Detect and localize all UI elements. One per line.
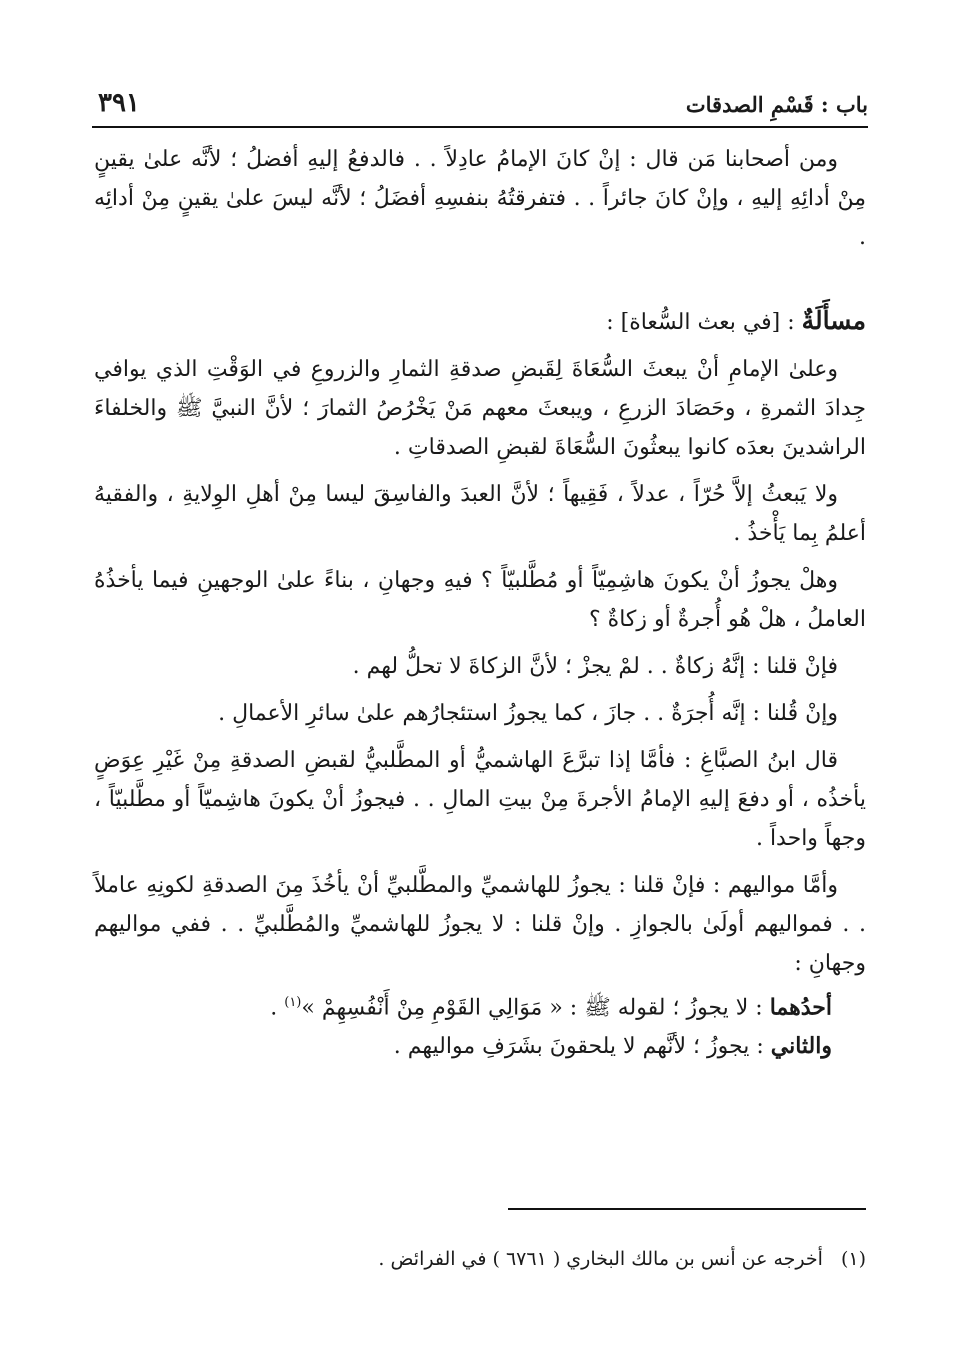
paragraph: ولا يَبعثُ إلاَّ حُرّاً ، عدلاً ، فَقِيهاً ؛ لأنَّ العبدَ والفاسِقَ ليسا مِنْ أهلِ الوِلايةِ ، والفقيهُ أعلمُ بِما يَأْخذُ .: [94, 482, 866, 546]
paragraph: ومن أصحابنا مَن قال : إنْ كانَ الإمامُ عادِلاً . . فالدفعُ إليهِ أفضلُ ؛ لأنَّه علىٰ يقينٍ مِنْ أدائِهِ إليهِ ، وإنْ كانَ جائراً . . فتفرقتُهُ بنفسِهِ أفضَلُ ؛ لأنَّه ليسَ علىٰ يقينٍ مِنْ أدائِه .: [94, 147, 866, 250]
section-heading: [94, 301, 866, 342]
item-label: والثاني: [770, 1033, 832, 1060]
main-text: [94, 140, 866, 1066]
paragraph: وهلْ يجوزُ أنْ يكونَ هاشِمِيّاً أو مُطَّلبيّاً ؟ فيهِ وجهانِ ، بناءً علىٰ الوجهينِ فيما يأخذُهُ العاملُ ، هلْ هُو أُجرةٌ أو زكاةٌ ؟: [94, 568, 866, 632]
list-item: أحدُهما : لا يجوزُ ؛ لقوله ﷺ : « مَوَالِي القَوْمِ مِنْ أَنْفُسِهِمْ »$^{(١)}$ .: [270, 994, 832, 1021]
header-rule: [92, 126, 868, 128]
paragraph: وعلىٰ الإمامِ أنْ يبعثَ السُّعَاةَ لِقَبضِ صدقةِ الثمارِ والزروعِ في الوَقْتِ الذي يوافي جِدادَ الثمرةِ ، وحَصَادَ الزرعِ ، ويبعثَ معهم مَنْ يَخْرُصُ الثمارَ ؛ لأنَّ النبيَّ ﷺ والخلفاءَ الراشدينَ بعدَه كانوا يبعثُونَ السُّعَاةَ لقبضِ الصدقاتِ .: [94, 357, 866, 460]
list-item: والثاني : يجوزُ ؛ لأنَّهم لا يلحقونَ بشَرَفِ مواليهم .: [393, 1033, 832, 1060]
footnote: [94, 1244, 866, 1274]
masala-label: مسأَلَةٌ: [801, 306, 866, 335]
paragraph: وإنْ قُلنا : إنَّه أُجرَةٌ . . جازَ ، كما يجوزُ استئجارُهم علىٰ سائرِ الأعمالِ .: [218, 701, 838, 726]
item-label: أحدُهما: [769, 994, 832, 1021]
paragraph: وأمَّا مواليهم : فإنْ قلنا : يجوزُ للهاشميِّ والمطَّلبيِّ أنْ يأخُذَ مِنَ الصدقةِ لكونِهِ عاملاً . . فمواليهم أولَىٰ بالجوازِ . وإنْ قلنا : لا يجوزُ للهاشميِّ والمُطَّلبيِّ . . ففي مواليهم وجهانِ :: [94, 873, 866, 976]
footnote-rule: [508, 1208, 866, 1210]
footnote-text: أخرجه عن أنس بن مالك البخاري ( ٦٧٦١ ) في الفرائض .: [378, 1248, 823, 1270]
page-number: ٣٩١: [98, 88, 140, 118]
paragraph: قال ابنُ الصبَّاغِ : فأمَّا إذا تبرَّعَ الهاشميُّ أو المطَّلبيُّ لقبضِ الصدقةِ مِنْ غَيْرِ عِوَضٍ يأخذُه ، أو دفعَ إليهِ الإمامُ الأجرةَ مِنْ بيتِ المالِ . . فيجوزُ أنْ يكونَ هاشِميّاً أو مطَّلبيّاً ، وجهاً واحداً .: [94, 748, 866, 851]
chapter-title: باب : قَسْمِ الصدقات: [685, 92, 868, 117]
footnote-number: (١): [840, 1248, 866, 1270]
footnote-ref[interactable]: (١): [284, 995, 302, 1010]
running-header: [92, 88, 868, 128]
paragraph: فإنْ قلنا : إنَّهُ زكاةٌ . . لمْ يجزْ ؛ لأنَّ الزكاةَ لا تحلُّ لهم .: [352, 654, 838, 679]
masala-title: : [في بعث السُّعاة] :: [606, 310, 802, 335]
